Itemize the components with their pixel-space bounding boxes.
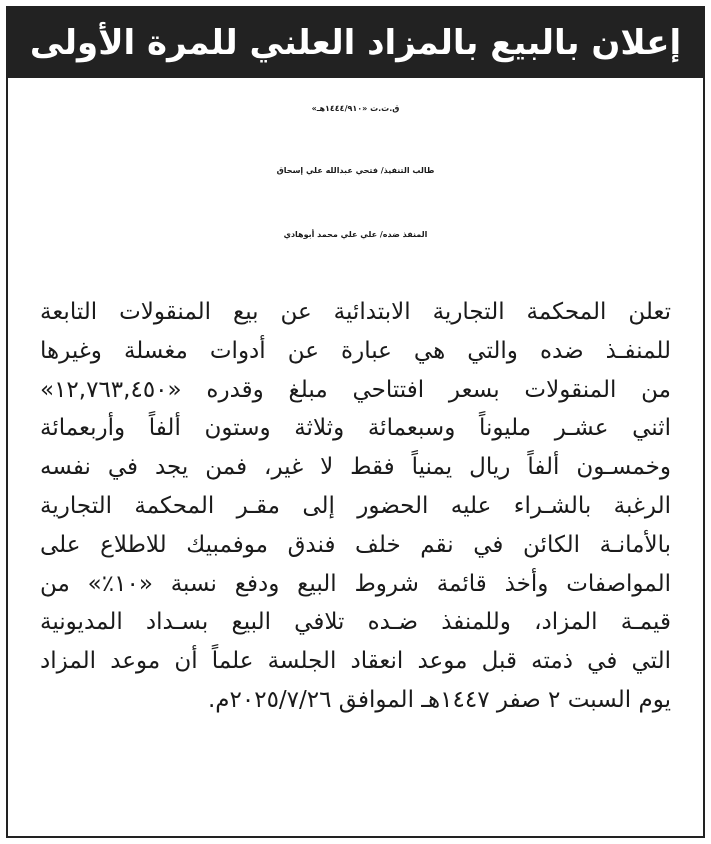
body-line: قيمـة المزاد، وللمنفذ ضـده تلافي البيع بسـداد المديونية [40,609,671,636]
body-line: وخمسـون ألفاً ريال يمنياً فقط لا غير، فمن يجد في نفسه [40,454,671,481]
notice-title: إعلان بالبيع بالمزاد العلني للمرة الأولى [29,23,682,63]
body-line-date: يوم السبت ٢ صفر ١٤٤٧هـ الموافق ٢٠٢٥/٧/٢٦م. [207,686,671,713]
enforced-against: المنفذ ضده/ علي علي محمد أبوهادي [283,230,428,239]
notice-body [40,293,671,720]
body-line: اثني عشـر مليوناً وسبعمائة وثلاثة وستون ألفاً وأربعمائة [40,415,671,442]
body-line: تعلن المحكمة التجارية الابتدائية عن بيع المنقولات التابعة [40,299,671,325]
enforcement-applicant: طالب التنفيذ/ فتحي عبدالله علي إسحاق [276,166,435,175]
body-line: المواصفات وأخذ قائمة شروط البيع ودفع نسبة «١٠٪» من [40,570,671,597]
body-line: الرغبة بالشـراء عليه الحضور إلى مقـر المحكمة التجارية [40,492,671,519]
body-line: من المنقولات بسعر افتتاحي مبلغ وقدره «١٢,٧٦٣,٤٥٠» [40,376,671,403]
case-number: ق.ت.ت «١٤٤٤/٩١٠هـ» [311,104,400,113]
body-line: التي في ذمته قبل موعد انعقاد الجلسة علماً أن موعد المزاد [40,648,671,675]
title-banner [8,8,703,78]
body-line: بالأمانـة الكائن في نقم خلف فندق موفمبيك للاطلاع على [40,531,671,558]
body-line: للمنفـذ ضده والتي هي عبارة عن أدوات مغسلة وغيرها [40,337,671,364]
